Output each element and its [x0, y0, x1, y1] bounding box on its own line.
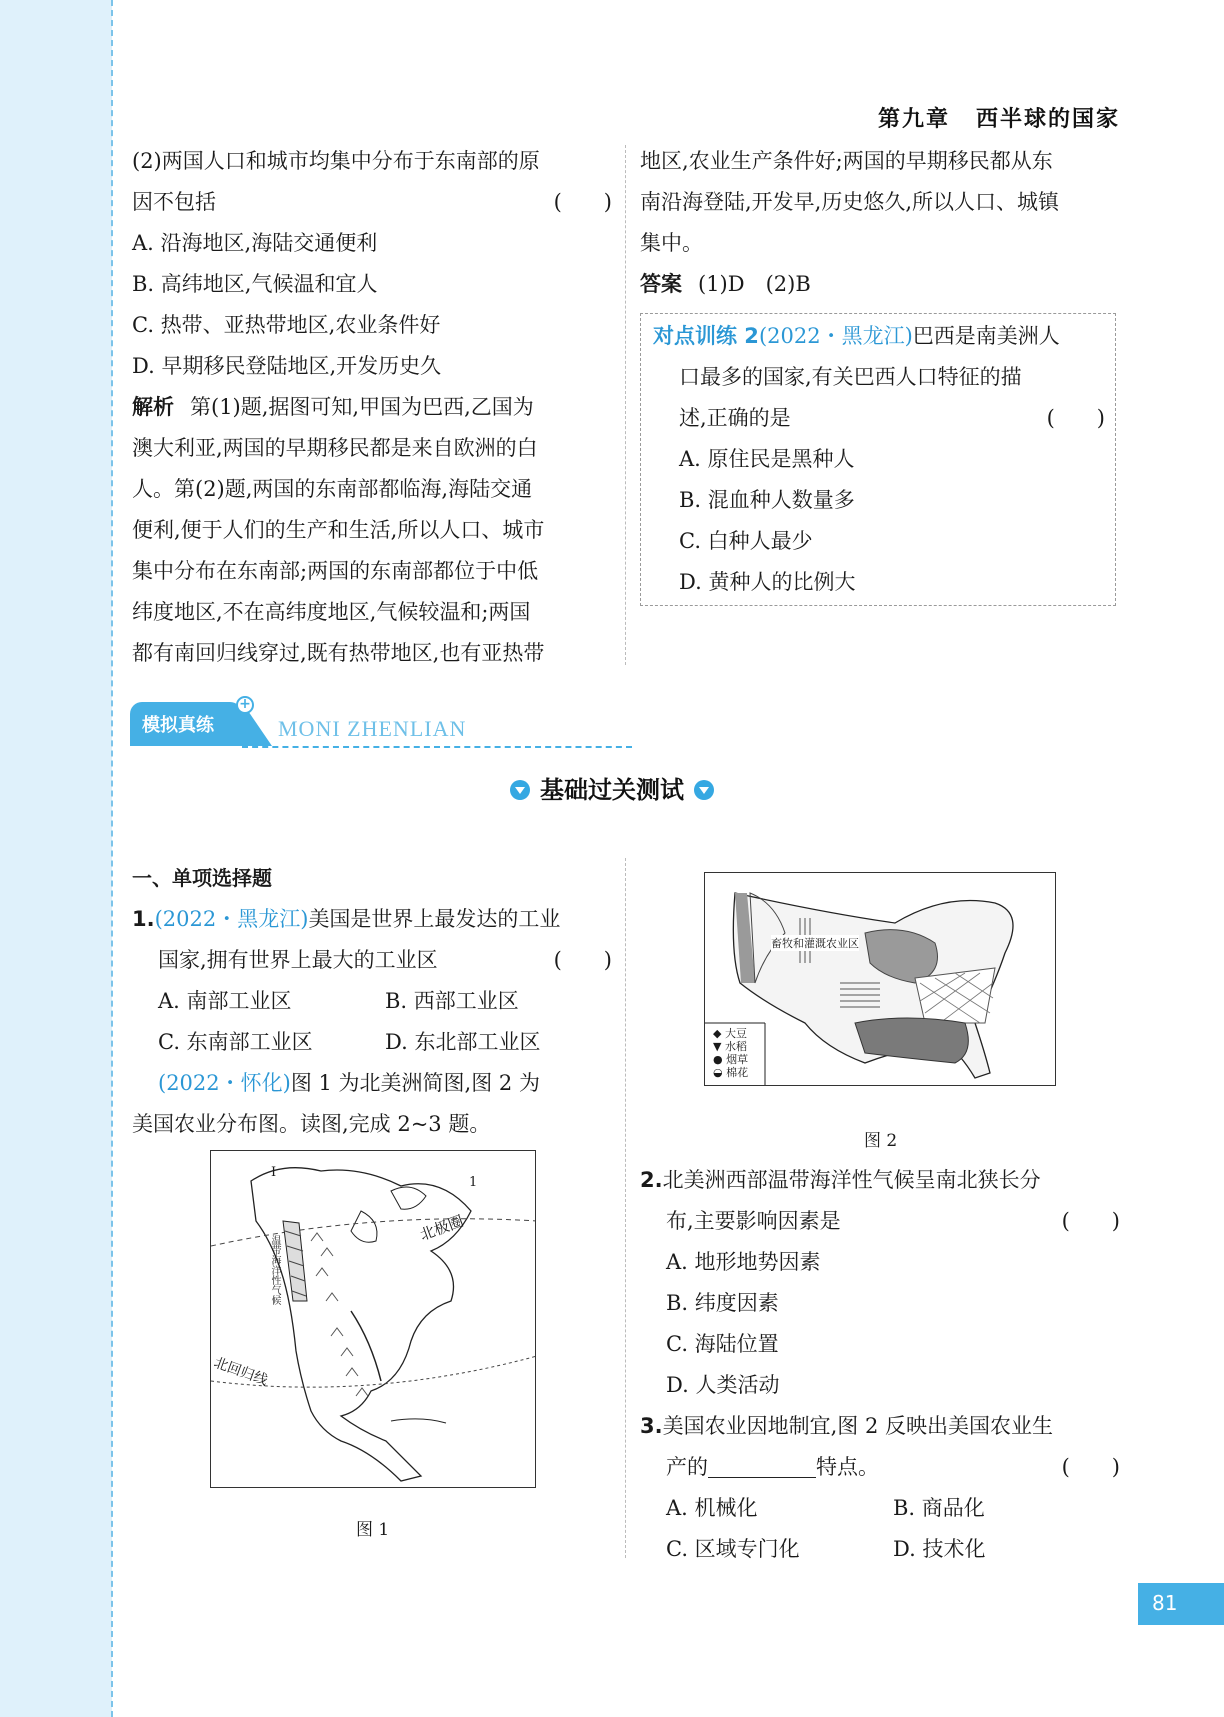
- banner-underline: [242, 746, 632, 748]
- option-a: A. 南部工业区: [158, 989, 292, 1013]
- analysis-line: 解析 第(1)题,据图可知,甲国为巴西,乙国为: [132, 395, 534, 419]
- q3-line1: 3.美国农业因地制宜,图 2 反映出美国农业生: [640, 1414, 1053, 1438]
- analysis-cont-line: 集中。: [640, 231, 703, 255]
- intro-line1: (2022・怀化)图 1 为北美洲简图,图 2 为: [158, 1071, 540, 1095]
- map-mark-2: I: [271, 1165, 277, 1180]
- option-d: D. 技术化: [893, 1537, 986, 1561]
- arctic-circle-label: 北极圈: [417, 1211, 466, 1245]
- option-a: A. 原住民是黑种人: [679, 447, 855, 471]
- q1-options-row1: [132, 981, 612, 1022]
- test-heading: 基础过关测试: [0, 770, 1224, 805]
- analysis-line: 都有南回归线穿过,既有热带地区,也有亚热带: [132, 641, 545, 665]
- option-c: C. 东南部工业区: [158, 1030, 313, 1054]
- analysis-line: 纬度地区,不在高纬度地区,气候较温和;两国: [132, 600, 531, 624]
- analysis-cont-line: 南沿海登陆,开发早,历史悠久,所以人口、城镇: [640, 190, 1060, 214]
- question-number: 3.: [640, 1414, 663, 1438]
- left-bottom-column: [132, 858, 612, 1145]
- legend-item: ◒ 棉花: [713, 1066, 749, 1079]
- fill-blank[interactable]: [708, 1452, 816, 1478]
- option-b: B. 西部工业区: [385, 989, 519, 1013]
- q1-line2: 国家,拥有世界上最大的工业区 ( ): [132, 940, 612, 981]
- training-line1: 对点训练 2(2022・黑龙江)巴西是南美洲人: [653, 324, 1060, 348]
- q1-source: (2022・黑龙江): [154, 907, 309, 931]
- banner-tab: [130, 702, 242, 746]
- option-a: A. 沿海地区,海陆交通便利: [132, 231, 378, 255]
- option-a: A. 机械化: [666, 1496, 758, 1520]
- legend-item: ● 烟草: [713, 1053, 749, 1066]
- question-number: 2.: [640, 1168, 663, 1192]
- option-d: D. 东北部工业区: [385, 1030, 541, 1054]
- option-c: C. 热带、亚热带地区,农业条件好: [132, 313, 441, 337]
- tropic-label: 北回归线: [211, 1354, 270, 1390]
- answer-paren: ( ): [1061, 1209, 1120, 1233]
- analysis-line: 集中分布在东南部;两国的东南部都位于中低: [132, 559, 539, 583]
- chapter-number: 第九章: [877, 107, 950, 132]
- option-c: C. 海陆位置: [666, 1332, 779, 1356]
- training-box: [640, 313, 1116, 606]
- analysis-line: 人。第(2)题,两国的东南部都临海,海陆交通: [132, 477, 533, 501]
- livestock-region-label: 畜牧和灌溉农业区: [771, 937, 859, 950]
- right-top-column: [640, 141, 1120, 606]
- climate-label: 温带海洋性气候: [269, 1235, 280, 1305]
- us-agriculture-map-svg: [705, 873, 1056, 1086]
- page-number: 81: [1152, 1591, 1178, 1615]
- intro-source: (2022・怀化): [158, 1071, 291, 1095]
- figure2-caption: 图 2: [864, 1131, 898, 1151]
- figure1-north-america-map: [210, 1150, 536, 1488]
- q3-line2: 产的 特点。 ( ): [640, 1447, 1120, 1488]
- analysis-line: 便利,便于人们的生产和生活,所以人口、城市: [132, 518, 545, 542]
- question-number: 1.: [132, 907, 155, 931]
- answer-paren: ( ): [553, 948, 612, 972]
- answer-label: 答案: [640, 272, 682, 296]
- answer-paren: ( ): [1046, 406, 1105, 430]
- q3-options-row1: [640, 1488, 1120, 1529]
- answer-line: 答案 (1)D (2)B: [640, 272, 811, 296]
- q1-options-row2: [132, 1022, 612, 1063]
- option-c: C. 白种人最少: [679, 529, 813, 553]
- training-line2: 口最多的国家,有关巴西人口特征的描: [679, 365, 1022, 389]
- option-b: B. 高纬地区,气候温和宜人: [132, 272, 378, 296]
- analysis-cont-line: 地区,农业生产条件好;两国的早期移民都从东: [640, 149, 1053, 173]
- option-d: D. 人类活动: [666, 1373, 780, 1397]
- section-banner: [130, 696, 510, 752]
- map-mark-1: 1: [469, 1175, 478, 1190]
- analysis-label: 解析: [132, 395, 174, 419]
- figure2-legend: [713, 1027, 748, 1079]
- option-b: B. 混血种人数量多: [679, 488, 855, 512]
- option-d: D. 早期移民登陆地区,开发历史久: [132, 354, 442, 378]
- left-top-column: [132, 141, 612, 674]
- training-source: (2022・黑龙江): [758, 324, 913, 348]
- banner-en-title: MONI ZHENLIAN: [278, 716, 467, 741]
- plus-icon: +: [236, 696, 254, 714]
- figure2-us-agriculture-map: [704, 872, 1056, 1086]
- option-b: B. 商品化: [893, 1496, 985, 1520]
- q1-line1: 1.(2022・黑龙江)美国是世界上最发达的工业: [132, 907, 561, 931]
- answer-paren: ( ): [553, 190, 612, 214]
- q2-line2: 布,主要影响因素是 ( ): [640, 1201, 1120, 1242]
- option-b: B. 纬度因素: [666, 1291, 779, 1315]
- figure1-caption: 图 1: [356, 1520, 390, 1540]
- option-a: A. 地形地势因素: [666, 1250, 821, 1274]
- column-divider: [625, 145, 626, 665]
- north-america-map-svg: [211, 1151, 536, 1488]
- answer-paren: ( ): [1061, 1455, 1120, 1479]
- legend-item: ▼ 水稻: [713, 1040, 747, 1053]
- right-bottom-column: [640, 1160, 1120, 1570]
- margin-dashed-line: [111, 0, 113, 1717]
- legend-item: ◆ 大豆: [713, 1027, 747, 1040]
- analysis-line: 澳大利亚,两国的早期移民都是来自欧洲的白: [132, 436, 538, 460]
- option-d: D. 黄种人的比例大: [679, 570, 856, 594]
- intro-line2: 美国农业分布图。读图,完成 2~3 题。: [132, 1112, 491, 1136]
- triangle-down-icon: [510, 780, 530, 800]
- triangle-down-icon: [694, 780, 714, 800]
- chapter-title: 西半球的国家: [975, 107, 1120, 132]
- page-number-tab: [1138, 1583, 1224, 1625]
- training-line3: 述,正确的是 ( ): [653, 398, 1105, 439]
- banner-cn-title: 模拟真练: [142, 715, 214, 736]
- q2-line1: 2.北美洲西部温带海洋性气候呈南北狭长分: [640, 1168, 1041, 1192]
- training-label: 对点训练 2: [653, 324, 759, 348]
- column-divider: [625, 858, 626, 1558]
- q2-line2: 因不包括 ( ): [132, 182, 612, 223]
- section-title: 一、单项选择题: [132, 866, 272, 890]
- chapter-header: [878, 102, 1120, 133]
- option-c: C. 区域专门化: [666, 1537, 800, 1561]
- q2-line1: (2)两国人口和城市均集中分布于东南部的原: [132, 149, 540, 173]
- q3-options-row2: [640, 1529, 1120, 1570]
- page-margin-strip: [0, 0, 112, 1717]
